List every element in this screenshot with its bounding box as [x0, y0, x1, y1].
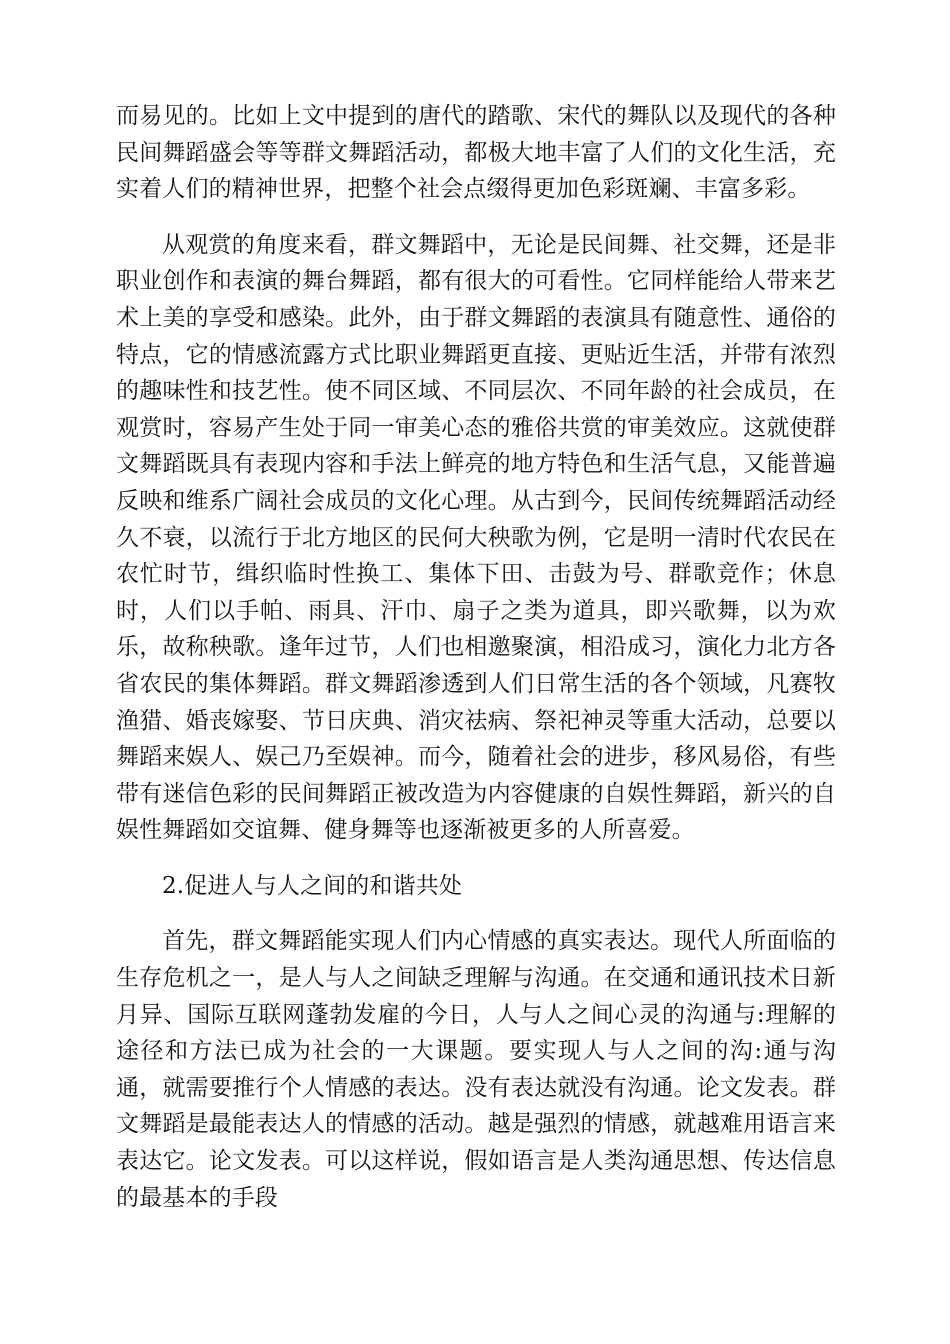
- paragraph-continuation: 而易见的。比如上文中提到的唐代的踏歌、宋代的舞队以及现代的各种民间舞蹈盛会等等群文舞蹈活动，都极大地丰富了人们的文化生活，充实着人们的精神世界，把整个社会点缀得更加色彩斑斓、丰富多彩。: [116, 103, 836, 203]
- document-page: [116, 98, 836, 1235]
- paragraph-viewing-perspective: 从观赏的角度来看，群文舞蹈中，无论是民间舞、社交舞，还是非职业创作和表演的舞台舞蹈，都有很大的可看性。它同样能给人带来艺术上美的享受和感染。此外，由于群文舞蹈的表演具有随意性、通俗的特点，它的情感流露方式比职业舞蹈更直接、更贴近生活，并带有浓烈的趣味性和技艺性。使不同区域、不同层次、不同年龄的社会成员，在观赏时，容易产生处于同一审美心态的雅俗共赏的审美效应。这就使群文舞蹈既具有表现内容和手法上鲜亮的地方特色和生活气息，又能普遍反映和维系广阔社会成员的文化心理。从古到今，民间传统舞蹈活动经久不衰，以流行于北方地区的民何大秧歌为例，它是明一清时代农民在农忙时节，缉织临时性换工、集体下田、击鼓为号、群歌竞作；休息时，人们以手帕、雨具、汗巾、扇子之类为道具，即兴歌舞，以为欢乐，故称秧歌。逢年过节，人们也相邀聚演，相沿成习，演化力北方各省农民的集体舞蹈。群文舞蹈渗透到人们日常生活的各个领域，凡赛牧渔猎、婚丧嫁娶、节日庆典、消灾祛病、祭祀神灵等重大活动，总要以舞蹈来娱人、娱己乃至娱神。而今，随着社会的进步，移风易俗，有些带有迷信色彩的民间舞蹈正被改造为内容健康的自娱性舞蹈，新兴的自娱性舞蹈如交谊舞、健身舞等也逐渐被更多的人所喜爱。: [116, 231, 836, 844]
- section-heading: 2.促进人与人之间的和谐共处: [162, 872, 463, 899]
- paragraph-emotional-expression: 首先，群文舞蹈能实现人们内心情感的真实表达。现代人所面临的生存危机之一，是人与人之间缺乏理解与沟通。在交通和通讯技术日新月异、国际互联网蓬勃发雇的今日，人与人之间心灵的沟通与:理解的途径和方法已成为社会的一大课题。要实现人与人之间的沟:通与沟通，就需要推行个人情感的表达。没有表达就没有沟通。论文发表。群文舞蹈是最能表达人的情感的活动。越是强烈的情感，就越难用语言来表达它。论文发表。可以这样说，假如语言是人类沟通思想、传达信息的最基本的手段: [116, 928, 836, 1211]
